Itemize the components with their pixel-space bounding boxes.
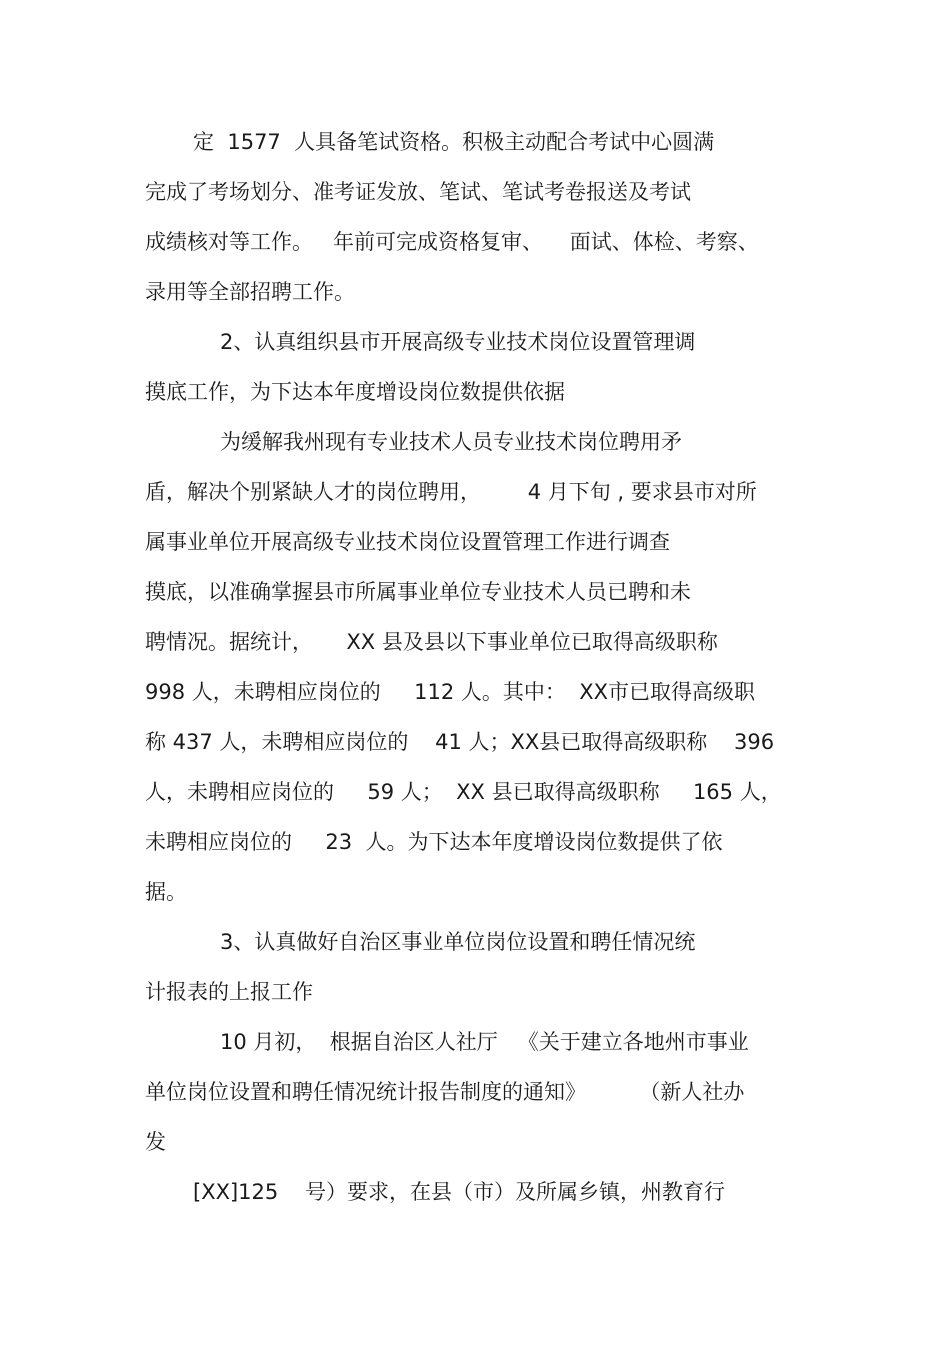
text-line: 发 (145, 1130, 166, 1154)
text-line: 称 437 人，未聘相应岗位的 41 人；XX县已取得高级职称 396 (145, 730, 775, 754)
text-line: 998 人，未聘相应岗位的 112 人。其中： XX市已取得高级职 (145, 680, 756, 704)
text-line: 录用等全部招聘工作。 (145, 280, 355, 304)
text-line: 人，未聘相应岗位的 59 人； XX 县已取得高级职称 165 人， (145, 780, 782, 804)
text-line: 10 月初， 根据自治区人社厅 《关于建立各地州市事业 (220, 1030, 749, 1054)
section-heading-line: 3、认真做好自治区事业单位岗位设置和聘任情况统 (220, 930, 696, 954)
text-line: 单位岗位设置和聘任情况统计报告制度的通知》 （新人社办 (145, 1080, 745, 1104)
text-line: 成绩核对等工作。 年前可完成资格复审、 面试、体检、考察、 (145, 230, 759, 254)
text-line: 摸底，以准确掌握县市所属事业单位专业技术人员已聘和未 (145, 580, 691, 604)
text-line: [XX]125 号）要求，在县（市）及所属乡镇，州教育行 (193, 1180, 725, 1204)
text-line: 定 1577 人具备笔试资格。积极主动配合考试中心圆满 (193, 130, 715, 154)
text-line: 属事业单位开展高级专业技术岗位设置管理工作进行调查 (145, 530, 670, 554)
text-line: 盾，解决个别紧缺人才的岗位聘用， 4 月下旬 , 要求县市对所 (145, 480, 757, 504)
text-line: 据。 (145, 880, 187, 904)
text-line: 聘情况。据统计， XX 县及县以下事业单位已取得高级职称 (145, 630, 718, 654)
text-line: 为缓解我州现有专业技术人员专业技术岗位聘用矛 (220, 430, 682, 454)
text-line: 未聘相应岗位的 23 人。为下达本年度增设岗位数提供了依 (145, 830, 723, 854)
section-heading-line: 2、认真组织县市开展高级专业技术岗位设置管理调 (220, 330, 696, 354)
text-line: 完成了考场划分、准考证发放、笔试、笔试考卷报送及考试 (145, 180, 691, 204)
section-heading-line: 摸底工作，为下达本年度增设岗位数提供依据 (145, 380, 565, 404)
section-heading-line: 计报表的上报工作 (145, 980, 313, 1004)
